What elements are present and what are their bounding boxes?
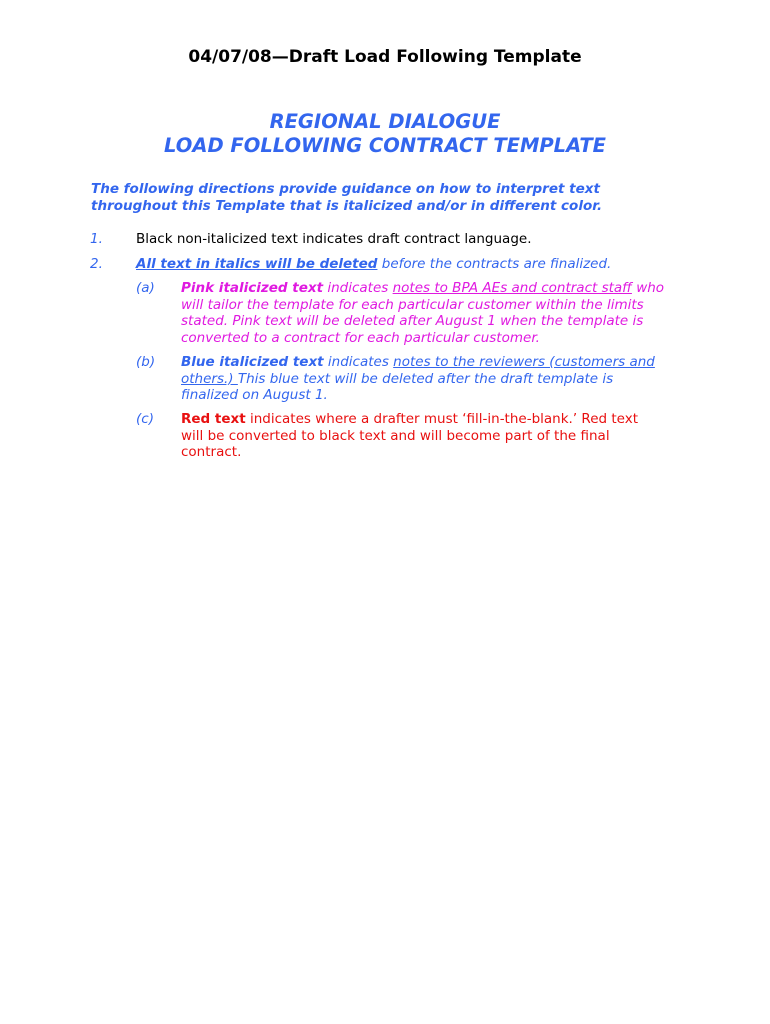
item-2-rest: before the contracts are finalized. (377, 256, 612, 272)
subitem-b-line-1 (181, 354, 686, 371)
title-line-2: LOAD FOLLOWING CONTRACT TEMPLATE (164, 134, 606, 157)
item-1-text: Black non-italicized text indicates draft contract language. (136, 231, 532, 247)
item-2-bold-underlined: All text in italics will be deleted (136, 256, 378, 272)
subitem-a-line-1 (181, 280, 686, 297)
subitem-c-line-3: contract. (181, 444, 242, 461)
subitem-c-line-1 (181, 411, 686, 428)
subitem-a-line-3: stated. Pink text will be deleted after August 1 when the template is (181, 313, 644, 330)
document-title (0, 110, 770, 158)
subitem-b-tail: This blue text will be deleted after the draft template is (237, 370, 614, 387)
subitem-b-underlined-1: notes to the reviewers (customers and (393, 354, 655, 370)
subitem-b-underlined-2: others.) (181, 370, 238, 387)
subitem-c-letter: (c) (136, 411, 154, 427)
document-header (0, 46, 770, 68)
item-2-text (136, 256, 696, 273)
subitem-b-text (181, 354, 686, 404)
subitem-b-bold: Blue italicized text (181, 354, 324, 370)
subitem-c-bold: Red text (181, 411, 246, 427)
subitem-c-text (181, 411, 686, 461)
subitem-a-mid: indicates (323, 280, 393, 296)
subitem-a-text (181, 280, 686, 346)
header-title: 04/07/08—Draft Load Following Template (188, 47, 582, 67)
subitem-a-letter: (a) (136, 280, 155, 296)
intro-line-2: throughout this Template that is italicized and/or in different color. (91, 198, 603, 214)
subitem-b-line-3: finalized on August 1. (181, 387, 328, 404)
item-2-number: 2. (90, 256, 103, 272)
subitem-a-bold: Pink italicized text (181, 280, 324, 296)
intro-paragraph (91, 181, 691, 215)
subitem-b-mid: indicates (323, 354, 394, 370)
subitem-a-underlined: notes to BPA AEs and contract staff (392, 280, 632, 296)
intro-line-1: The following directions provide guidance on how to interpret text (91, 181, 600, 197)
subitem-b-line-2 (181, 371, 686, 388)
subitem-c-tail: indicates where a drafter must ‘fill-in-the-blank.’ Red text (245, 411, 639, 427)
item-1-number: 1. (90, 231, 103, 247)
title-line-1: REGIONAL DIALOGUE (269, 110, 501, 133)
subitem-b-letter: (b) (136, 354, 156, 370)
subitem-a-tail: who (631, 280, 665, 296)
subitem-c-line-2: will be converted to black text and will become part of the final (181, 427, 610, 444)
subitem-a-line-4: converted to a contract for each particular customer. (181, 329, 540, 346)
subitem-a-line-2: will tailor the template for each particular customer within the limits (181, 296, 644, 313)
